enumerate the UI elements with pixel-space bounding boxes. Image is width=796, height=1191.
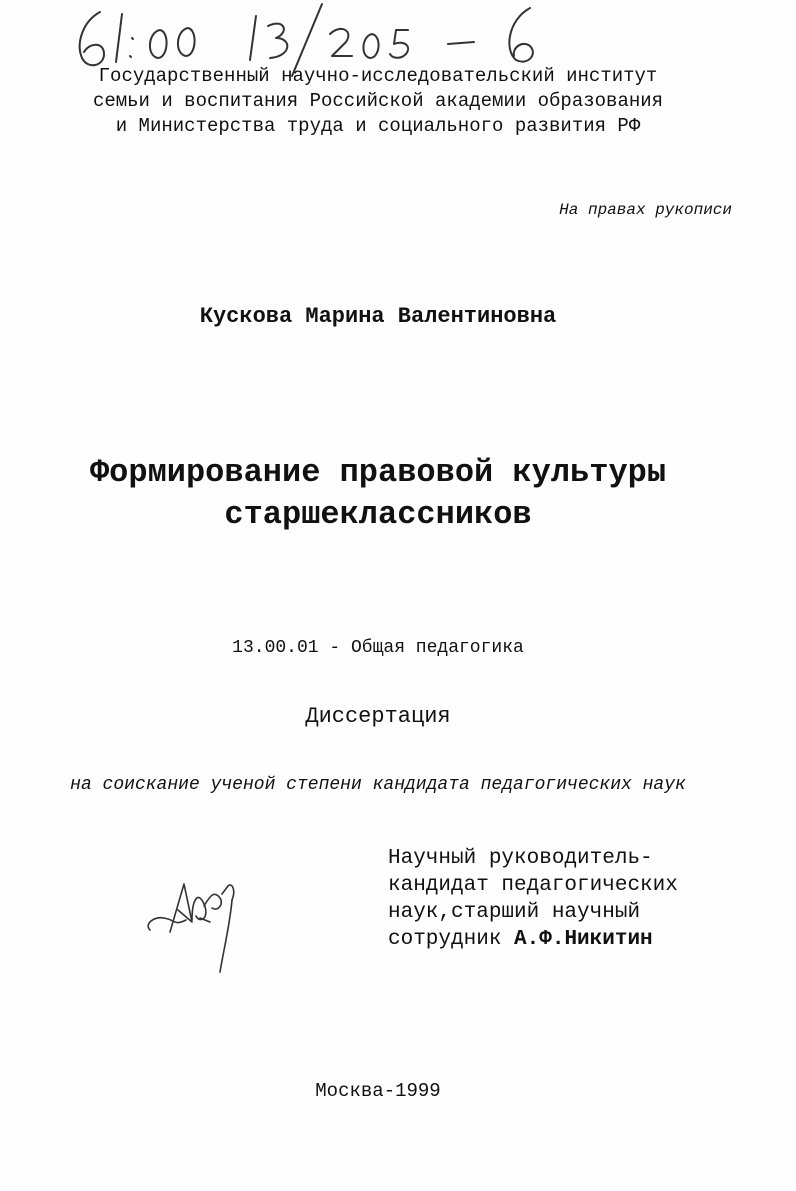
specialty-code: 13.00.01 - Общая педагогика	[232, 638, 524, 658]
dissertation-title	[0, 452, 756, 536]
handwritten-signature	[140, 860, 260, 980]
advisor-line	[388, 926, 678, 953]
manuscript-rights-note: На правах рукописи	[559, 201, 732, 219]
institution-line: семьи и воспитания Российской академии образования	[92, 90, 664, 112]
institution-block	[0, 64, 756, 139]
advisor-position: сотрудник	[388, 928, 515, 951]
author-name: Кускова Марина Валентиновна	[199, 304, 557, 329]
advisor-line: наук,старший научный	[388, 901, 641, 924]
title-line: Формирование правовой культуры	[89, 454, 667, 491]
advisor-name: А.Ф.Никитин	[514, 928, 653, 951]
institution-line: Государственный научно-исследовательский институт	[98, 65, 658, 87]
institution-line: и Министерства труда и социального развития РФ	[115, 115, 641, 137]
place-and-year: Москва-1999	[315, 1080, 441, 1102]
document-type: Диссертация	[305, 704, 451, 729]
scientific-advisor-block	[388, 845, 678, 953]
title-line: старшеклассников	[224, 496, 532, 533]
advisor-line: кандидат педагогических	[388, 874, 678, 897]
advisor-line: Научный руководитель-	[388, 847, 653, 870]
degree-line: на соискание ученой степени кандидата педагогических наук	[70, 775, 686, 795]
